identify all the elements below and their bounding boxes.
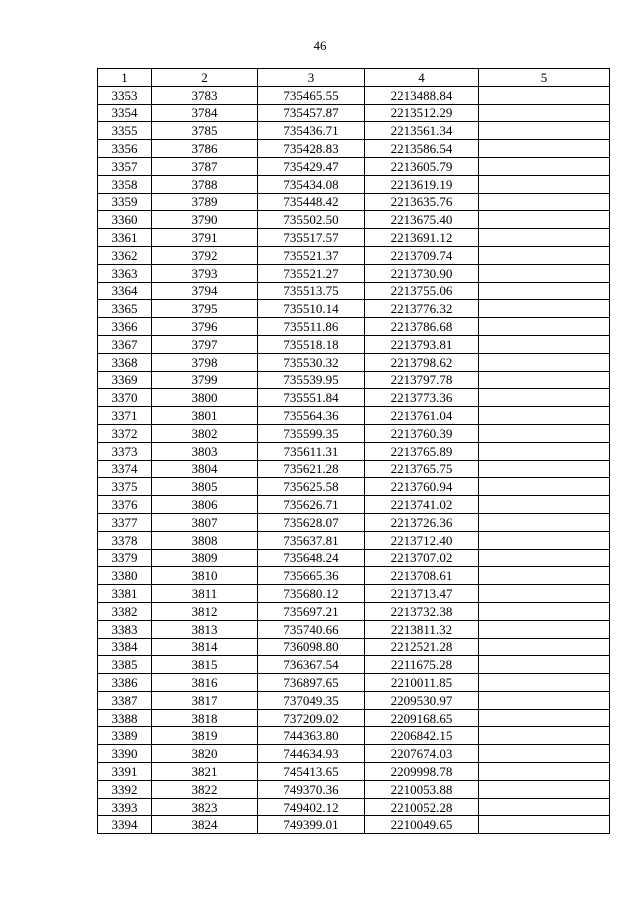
table-cell-col-5 [479,389,610,407]
table-cell-col-5 [479,638,610,656]
table-cell-col-1: 3365 [98,300,152,318]
table-cell-col-4: 2210052.28 [365,798,479,816]
table-cell-col-5 [479,656,610,674]
table-cell-col-5 [479,709,610,727]
table-cell-col-2: 3820 [152,745,258,763]
table-cell-col-2: 3823 [152,798,258,816]
table-cell-col-5 [479,175,610,193]
table-cell-col-3: 735621.28 [258,460,365,478]
table-cell-col-2: 3809 [152,549,258,567]
table-cell-col-4: 2213811.32 [365,620,479,638]
table-cell-col-1: 3376 [98,496,152,514]
table-cell-col-5 [479,140,610,158]
table-row [98,656,610,674]
table-cell-col-2: 3783 [152,86,258,104]
table-cell-col-5 [479,104,610,122]
table-cell-col-3: 735517.57 [258,229,365,247]
table-cell-col-5 [479,122,610,140]
table-cell-col-4: 2213708.61 [365,567,479,585]
table-cell-col-2: 3788 [152,175,258,193]
table-cell-col-2: 3814 [152,638,258,656]
table-cell-col-5 [479,229,610,247]
table-cell-col-3: 735665.36 [258,567,365,585]
table-cell-col-5 [479,549,610,567]
table-cell-col-4: 2213793.81 [365,335,479,353]
table-cell-col-2: 3813 [152,620,258,638]
table-cell-col-3: 735625.58 [258,478,365,496]
table-cell-col-2: 3794 [152,282,258,300]
table-cell-col-3: 735530.32 [258,353,365,371]
table-cell-col-1: 3356 [98,140,152,158]
table-cell-col-4: 2210049.65 [365,816,479,834]
table-cell-col-3: 735436.71 [258,122,365,140]
table-row [98,175,610,193]
table-row [98,763,610,781]
table-cell-col-5 [479,246,610,264]
table-cell-col-5 [479,282,610,300]
table-cell-col-5 [479,496,610,514]
table-row [98,140,610,158]
table-row [98,389,610,407]
table-cell-col-2: 3824 [152,816,258,834]
table-cell-col-1: 3389 [98,727,152,745]
table-row [98,157,610,175]
table-cell-col-5 [479,424,610,442]
table-cell-col-1: 3371 [98,407,152,425]
table-cell-col-1: 3381 [98,585,152,603]
table-row [98,709,610,727]
table-row [98,300,610,318]
table-cell-col-4: 2213798.62 [365,353,479,371]
table-cell-col-5 [479,602,610,620]
table-cell-col-5 [479,513,610,531]
table-row [98,620,610,638]
table-row [98,424,610,442]
column-header-2: 2 [152,69,258,87]
table-row [98,211,610,229]
table-row [98,86,610,104]
table-cell-col-1: 3368 [98,353,152,371]
table-cell-col-1: 3361 [98,229,152,247]
table-cell-col-1: 3385 [98,656,152,674]
table-cell-col-4: 2213741.02 [365,496,479,514]
table-cell-col-3: 735510.14 [258,300,365,318]
table-cell-col-1: 3358 [98,175,152,193]
table-cell-col-2: 3793 [152,264,258,282]
table-cell-col-5 [479,691,610,709]
table-cell-col-4: 2213713.47 [365,585,479,603]
table-cell-col-1: 3372 [98,424,152,442]
table-cell-col-1: 3359 [98,193,152,211]
table-cell-col-4: 2213709.74 [365,246,479,264]
table-cell-col-5 [479,407,610,425]
table-cell-col-2: 3804 [152,460,258,478]
table-cell-col-1: 3379 [98,549,152,567]
table-cell-col-2: 3791 [152,229,258,247]
column-header-1: 1 [98,69,152,87]
table-row [98,371,610,389]
table-cell-col-3: 735626.71 [258,496,365,514]
table-cell-col-4: 2213776.32 [365,300,479,318]
table-cell-col-4: 2210011.85 [365,674,479,692]
table-cell-col-1: 3369 [98,371,152,389]
table-row [98,282,610,300]
table-cell-col-1: 3388 [98,709,152,727]
table-cell-col-2: 3790 [152,211,258,229]
table-row [98,549,610,567]
table-cell-col-5 [479,157,610,175]
table-cell-col-5 [479,674,610,692]
table-cell-col-1: 3363 [98,264,152,282]
table-row [98,745,610,763]
table-row [98,816,610,834]
table-cell-col-1: 3367 [98,335,152,353]
table-cell-col-3: 735680.12 [258,585,365,603]
table-cell-col-4: 2213605.79 [365,157,479,175]
table-cell-col-4: 2213732.38 [365,602,479,620]
table-cell-col-3: 749399.01 [258,816,365,834]
table-row [98,246,610,264]
table-row [98,104,610,122]
table-cell-col-1: 3375 [98,478,152,496]
table-cell-col-5 [479,816,610,834]
table-cell-col-2: 3812 [152,602,258,620]
table-cell-col-2: 3822 [152,780,258,798]
table-cell-col-3: 735502.50 [258,211,365,229]
table-cell-col-5 [479,745,610,763]
table-cell-col-1: 3354 [98,104,152,122]
coordinates-table [97,68,610,834]
table-cell-col-4: 2213786.68 [365,318,479,336]
table-cell-col-1: 3380 [98,567,152,585]
table-cell-col-1: 3383 [98,620,152,638]
table-cell-col-1: 3370 [98,389,152,407]
table-cell-col-2: 3810 [152,567,258,585]
table-cell-col-5 [479,763,610,781]
table-cell-col-3: 735539.95 [258,371,365,389]
table-cell-col-3: 735628.07 [258,513,365,531]
table-cell-col-3: 735648.24 [258,549,365,567]
table-row [98,531,610,549]
table-cell-col-5 [479,353,610,371]
table-header-row [98,69,610,87]
table-cell-col-4: 2213488.84 [365,86,479,104]
table-cell-col-3: 744363.80 [258,727,365,745]
table-row [98,513,610,531]
table-cell-col-3: 735429.47 [258,157,365,175]
table-cell-col-1: 3355 [98,122,152,140]
table-cell-col-1: 3391 [98,763,152,781]
table-cell-col-3: 744634.93 [258,745,365,763]
table-cell-col-3: 735457.87 [258,104,365,122]
table-cell-col-2: 3802 [152,424,258,442]
table-cell-col-4: 2213635.76 [365,193,479,211]
table-cell-col-1: 3377 [98,513,152,531]
table-cell-col-1: 3394 [98,816,152,834]
table-cell-col-3: 735518.18 [258,335,365,353]
table-cell-col-1: 3392 [98,780,152,798]
table-row [98,602,610,620]
table-cell-col-5 [479,567,610,585]
table-row [98,229,610,247]
table-cell-col-2: 3795 [152,300,258,318]
table-cell-col-3: 735599.35 [258,424,365,442]
table-cell-col-2: 3796 [152,318,258,336]
table-cell-col-2: 3819 [152,727,258,745]
table-cell-col-4: 2213765.89 [365,442,479,460]
table-cell-col-2: 3803 [152,442,258,460]
table-cell-col-3: 735448.42 [258,193,365,211]
table-cell-col-3: 736897.65 [258,674,365,692]
column-header-4: 4 [365,69,479,87]
table-row [98,353,610,371]
table-cell-col-3: 735511.86 [258,318,365,336]
table-cell-col-5 [479,442,610,460]
table-cell-col-5 [479,264,610,282]
table-cell-col-4: 2206842.15 [365,727,479,745]
table-cell-col-4: 2213730.90 [365,264,479,282]
table-cell-col-5 [479,620,610,638]
table-cell-col-2: 3815 [152,656,258,674]
table-cell-col-2: 3801 [152,407,258,425]
table-cell-col-1: 3364 [98,282,152,300]
table-row [98,585,610,603]
table-row [98,567,610,585]
table-row [98,442,610,460]
table-cell-col-5 [479,531,610,549]
table-cell-col-4: 2213712.40 [365,531,479,549]
table-cell-col-1: 3378 [98,531,152,549]
table-body [98,86,610,833]
table-cell-col-4: 2213760.94 [365,478,479,496]
table-cell-col-3: 749402.12 [258,798,365,816]
table-cell-col-3: 735740.66 [258,620,365,638]
table-row [98,780,610,798]
table-cell-col-1: 3374 [98,460,152,478]
table-cell-col-5 [479,318,610,336]
table-cell-col-3: 737049.35 [258,691,365,709]
table-cell-col-4: 2211675.28 [365,656,479,674]
table-cell-col-4: 2213619.19 [365,175,479,193]
table-row [98,798,610,816]
table-cell-col-3: 735465.55 [258,86,365,104]
table-cell-col-4: 2209530.97 [365,691,479,709]
column-header-3: 3 [258,69,365,87]
table-cell-col-3: 735611.31 [258,442,365,460]
table-cell-col-4: 2213586.54 [365,140,479,158]
table-cell-col-2: 3799 [152,371,258,389]
table-cell-col-3: 735434.08 [258,175,365,193]
table-cell-col-2: 3787 [152,157,258,175]
table-cell-col-1: 3387 [98,691,152,709]
table-cell-col-2: 3816 [152,674,258,692]
table-cell-col-2: 3798 [152,353,258,371]
page-number: 46 [313,38,327,53]
table-cell-col-4: 2213561.34 [365,122,479,140]
table-cell-col-3: 745413.65 [258,763,365,781]
table-cell-col-2: 3808 [152,531,258,549]
table-cell-col-3: 735697.21 [258,602,365,620]
table-cell-col-4: 2212521.28 [365,638,479,656]
table-cell-col-4: 2213797.78 [365,371,479,389]
table-row [98,674,610,692]
table-cell-col-3: 735521.37 [258,246,365,264]
table-cell-col-4: 2213726.36 [365,513,479,531]
table-row [98,691,610,709]
table-cell-col-4: 2213512.29 [365,104,479,122]
table-cell-col-1: 3384 [98,638,152,656]
table-cell-col-3: 735564.36 [258,407,365,425]
table-cell-col-5 [479,86,610,104]
table-cell-col-4: 2213761.04 [365,407,479,425]
table-row [98,460,610,478]
table-cell-col-4: 2213760.39 [365,424,479,442]
table-cell-col-1: 3390 [98,745,152,763]
table-row [98,638,610,656]
table-cell-col-1: 3386 [98,674,152,692]
column-header-5: 5 [479,69,610,87]
table-row [98,496,610,514]
table-cell-col-4: 2207674.03 [365,745,479,763]
table-row [98,122,610,140]
table-cell-col-5 [479,798,610,816]
table-cell-col-2: 3807 [152,513,258,531]
table-row [98,193,610,211]
table-cell-col-4: 2209168.65 [365,709,479,727]
table-cell-col-4: 2213691.12 [365,229,479,247]
table-cell-col-2: 3817 [152,691,258,709]
table-cell-col-1: 3362 [98,246,152,264]
table-cell-col-1: 3366 [98,318,152,336]
table-cell-col-3: 735513.75 [258,282,365,300]
table-cell-col-2: 3800 [152,389,258,407]
table-row [98,264,610,282]
table-cell-col-5 [479,211,610,229]
table-cell-col-4: 2213755.06 [365,282,479,300]
table-cell-col-2: 3786 [152,140,258,158]
table-cell-col-2: 3818 [152,709,258,727]
table-cell-col-1: 3373 [98,442,152,460]
table-cell-col-1: 3360 [98,211,152,229]
table-cell-col-5 [479,727,610,745]
table-cell-col-5 [479,371,610,389]
table-cell-col-1: 3393 [98,798,152,816]
table-cell-col-5 [479,585,610,603]
table-cell-col-3: 737209.02 [258,709,365,727]
table-cell-col-2: 3784 [152,104,258,122]
table-cell-col-3: 736098.80 [258,638,365,656]
table-row [98,478,610,496]
table-cell-col-5 [479,460,610,478]
table-cell-col-4: 2209998.78 [365,763,479,781]
table-cell-col-2: 3805 [152,478,258,496]
table-cell-col-4: 2210053.88 [365,780,479,798]
table-row [98,335,610,353]
table-row [98,727,610,745]
table-cell-col-4: 2213765.75 [365,460,479,478]
table-cell-col-4: 2213707.02 [365,549,479,567]
table-cell-col-3: 749370.36 [258,780,365,798]
table-cell-col-5 [479,300,610,318]
table-cell-col-1: 3357 [98,157,152,175]
table-cell-col-3: 735637.81 [258,531,365,549]
table-cell-col-5 [479,780,610,798]
table-row [98,407,610,425]
table-cell-col-4: 2213675.40 [365,211,479,229]
table-cell-col-2: 3806 [152,496,258,514]
table-cell-col-2: 3789 [152,193,258,211]
table-cell-col-2: 3821 [152,763,258,781]
table-row [98,318,610,336]
table-cell-col-5 [479,335,610,353]
table-cell-col-2: 3792 [152,246,258,264]
table-cell-col-2: 3797 [152,335,258,353]
table-cell-col-5 [479,193,610,211]
table-cell-col-3: 736367.54 [258,656,365,674]
table-cell-col-1: 3353 [98,86,152,104]
table-cell-col-4: 2213773.36 [365,389,479,407]
table-cell-col-3: 735428.83 [258,140,365,158]
table-cell-col-5 [479,478,610,496]
table-cell-col-2: 3785 [152,122,258,140]
table-cell-col-1: 3382 [98,602,152,620]
table-cell-col-3: 735551.84 [258,389,365,407]
table-cell-col-2: 3811 [152,585,258,603]
table-cell-col-3: 735521.27 [258,264,365,282]
